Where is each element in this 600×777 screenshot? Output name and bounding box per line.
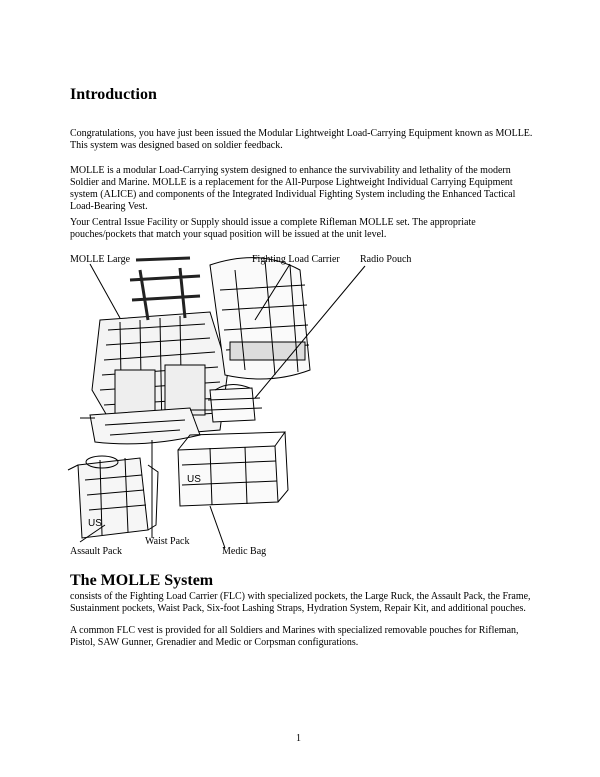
intro-heading: Introduction — [70, 86, 157, 103]
label-radio-pouch: Radio Pouch — [360, 254, 412, 265]
label-waist-pack: Waist Pack — [145, 536, 190, 547]
label-medic-bag: Medic Bag — [222, 546, 267, 557]
intro-paragraph-3: Your Central Issue Facility or Supply should issue a complete Rifleman MOLLE set. The appropriate pouches/pockets that match your squad position will be issued at the unit level. — [70, 217, 476, 240]
molle-system-heading: The MOLLE System — [70, 572, 214, 589]
leader-molle-large — [90, 264, 120, 318]
frame-drawing — [130, 258, 200, 320]
label-molle-large: MOLLE Large — [70, 254, 131, 265]
waist-pack-drawing — [80, 408, 210, 444]
us-marking-assault: US — [88, 518, 102, 529]
flc-drawing — [210, 258, 310, 379]
label-assault-pack: Assault Pack — [70, 546, 122, 557]
page-number: 1 — [296, 733, 301, 744]
intro-paragraph-2: MOLLE is a modular Load-Carrying system designed to enhance the survivability and lethality of the modern Soldier and Marine. MOLLE is a replacement for the All-Purpose Lightweight Individual Carrying Equipment system (ALICE) and components of the Integrated Individual Fighting System including the Enhanced Tactical Load-Bearing Vest. — [70, 165, 516, 212]
medic-bag-drawing — [178, 432, 288, 506]
intro-paragraph-1: Congratulations, you have just been issued the Modular Lightweight Load-Carrying Equipment known as MOLLE. This system was designed based on soldier feedback. — [70, 128, 533, 151]
label-fighting-load-carrier: Fighting Load Carrier — [252, 254, 340, 265]
radio-pouch-drawing — [208, 384, 262, 422]
system-paragraph-1: consists of the Fighting Load Carrier (FLC) with specialized pockets, the Large Ruck, the Assault Pack, the Frame, Sustainment pockets, Waist Pack, Six-foot Lashing Straps, Hydration System, Repair Kit, and additional pouches. — [70, 591, 531, 614]
system-paragraph-2: A common FLC vest is provided for all Soldiers and Marines with specialized removable pouches for Rifleman, Pistol, SAW Gunner, Grenadier and Medic or Corpsman configurations. — [70, 625, 519, 648]
us-marking-medic: US — [187, 474, 201, 485]
molle-illustration — [60, 250, 480, 550]
assault-pack-drawing — [68, 456, 158, 538]
leader-medic-bag — [210, 506, 225, 548]
